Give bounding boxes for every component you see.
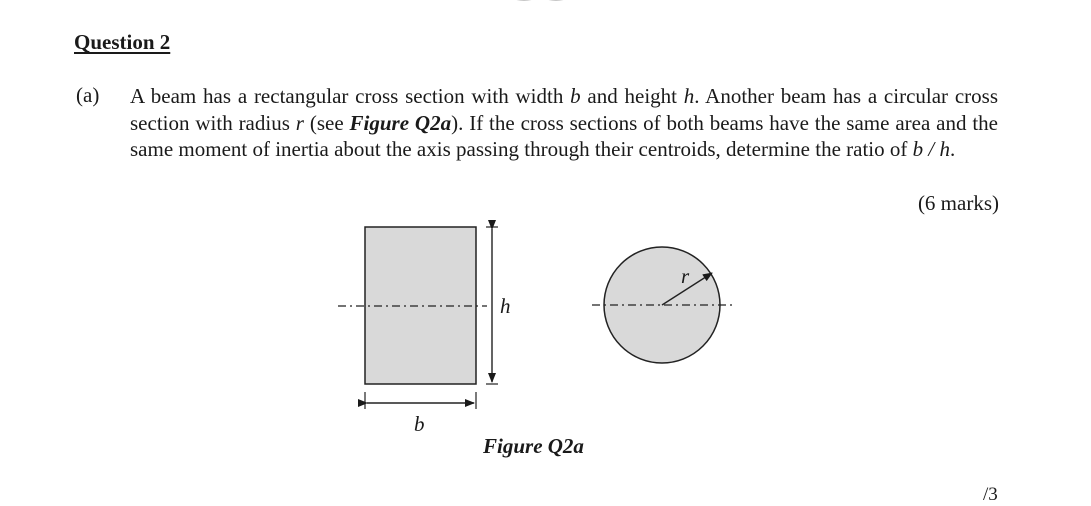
width-label: b [414, 412, 425, 436]
height-label: h [500, 294, 511, 318]
page-number: /3 [983, 484, 998, 505]
cross-section-figure [330, 215, 750, 465]
question-text: A beam has a rectangular cross section with width b and height h. Another beam has a circular cross section with radius r (see Figure Q2a). If the cross sections of both beams have the same area and the same moment of inertia about the axis passing through their centroids, determine the ratio of b / h. [130, 84, 998, 161]
marks-label: (6 marks) [917, 191, 999, 215]
figure-caption: Figure Q2a [483, 434, 584, 458]
figure-reference: Figure Q2a [349, 110, 452, 135]
part-label: (a) [76, 83, 100, 107]
question-title: Question 2 [74, 30, 171, 54]
scan-artifact [480, 0, 600, 4]
radius-label: r [681, 264, 690, 288]
ratio-expression: b / h [912, 137, 950, 161]
var-b: b [570, 84, 581, 108]
var-h: h [683, 84, 695, 108]
var-r: r [295, 110, 304, 135]
